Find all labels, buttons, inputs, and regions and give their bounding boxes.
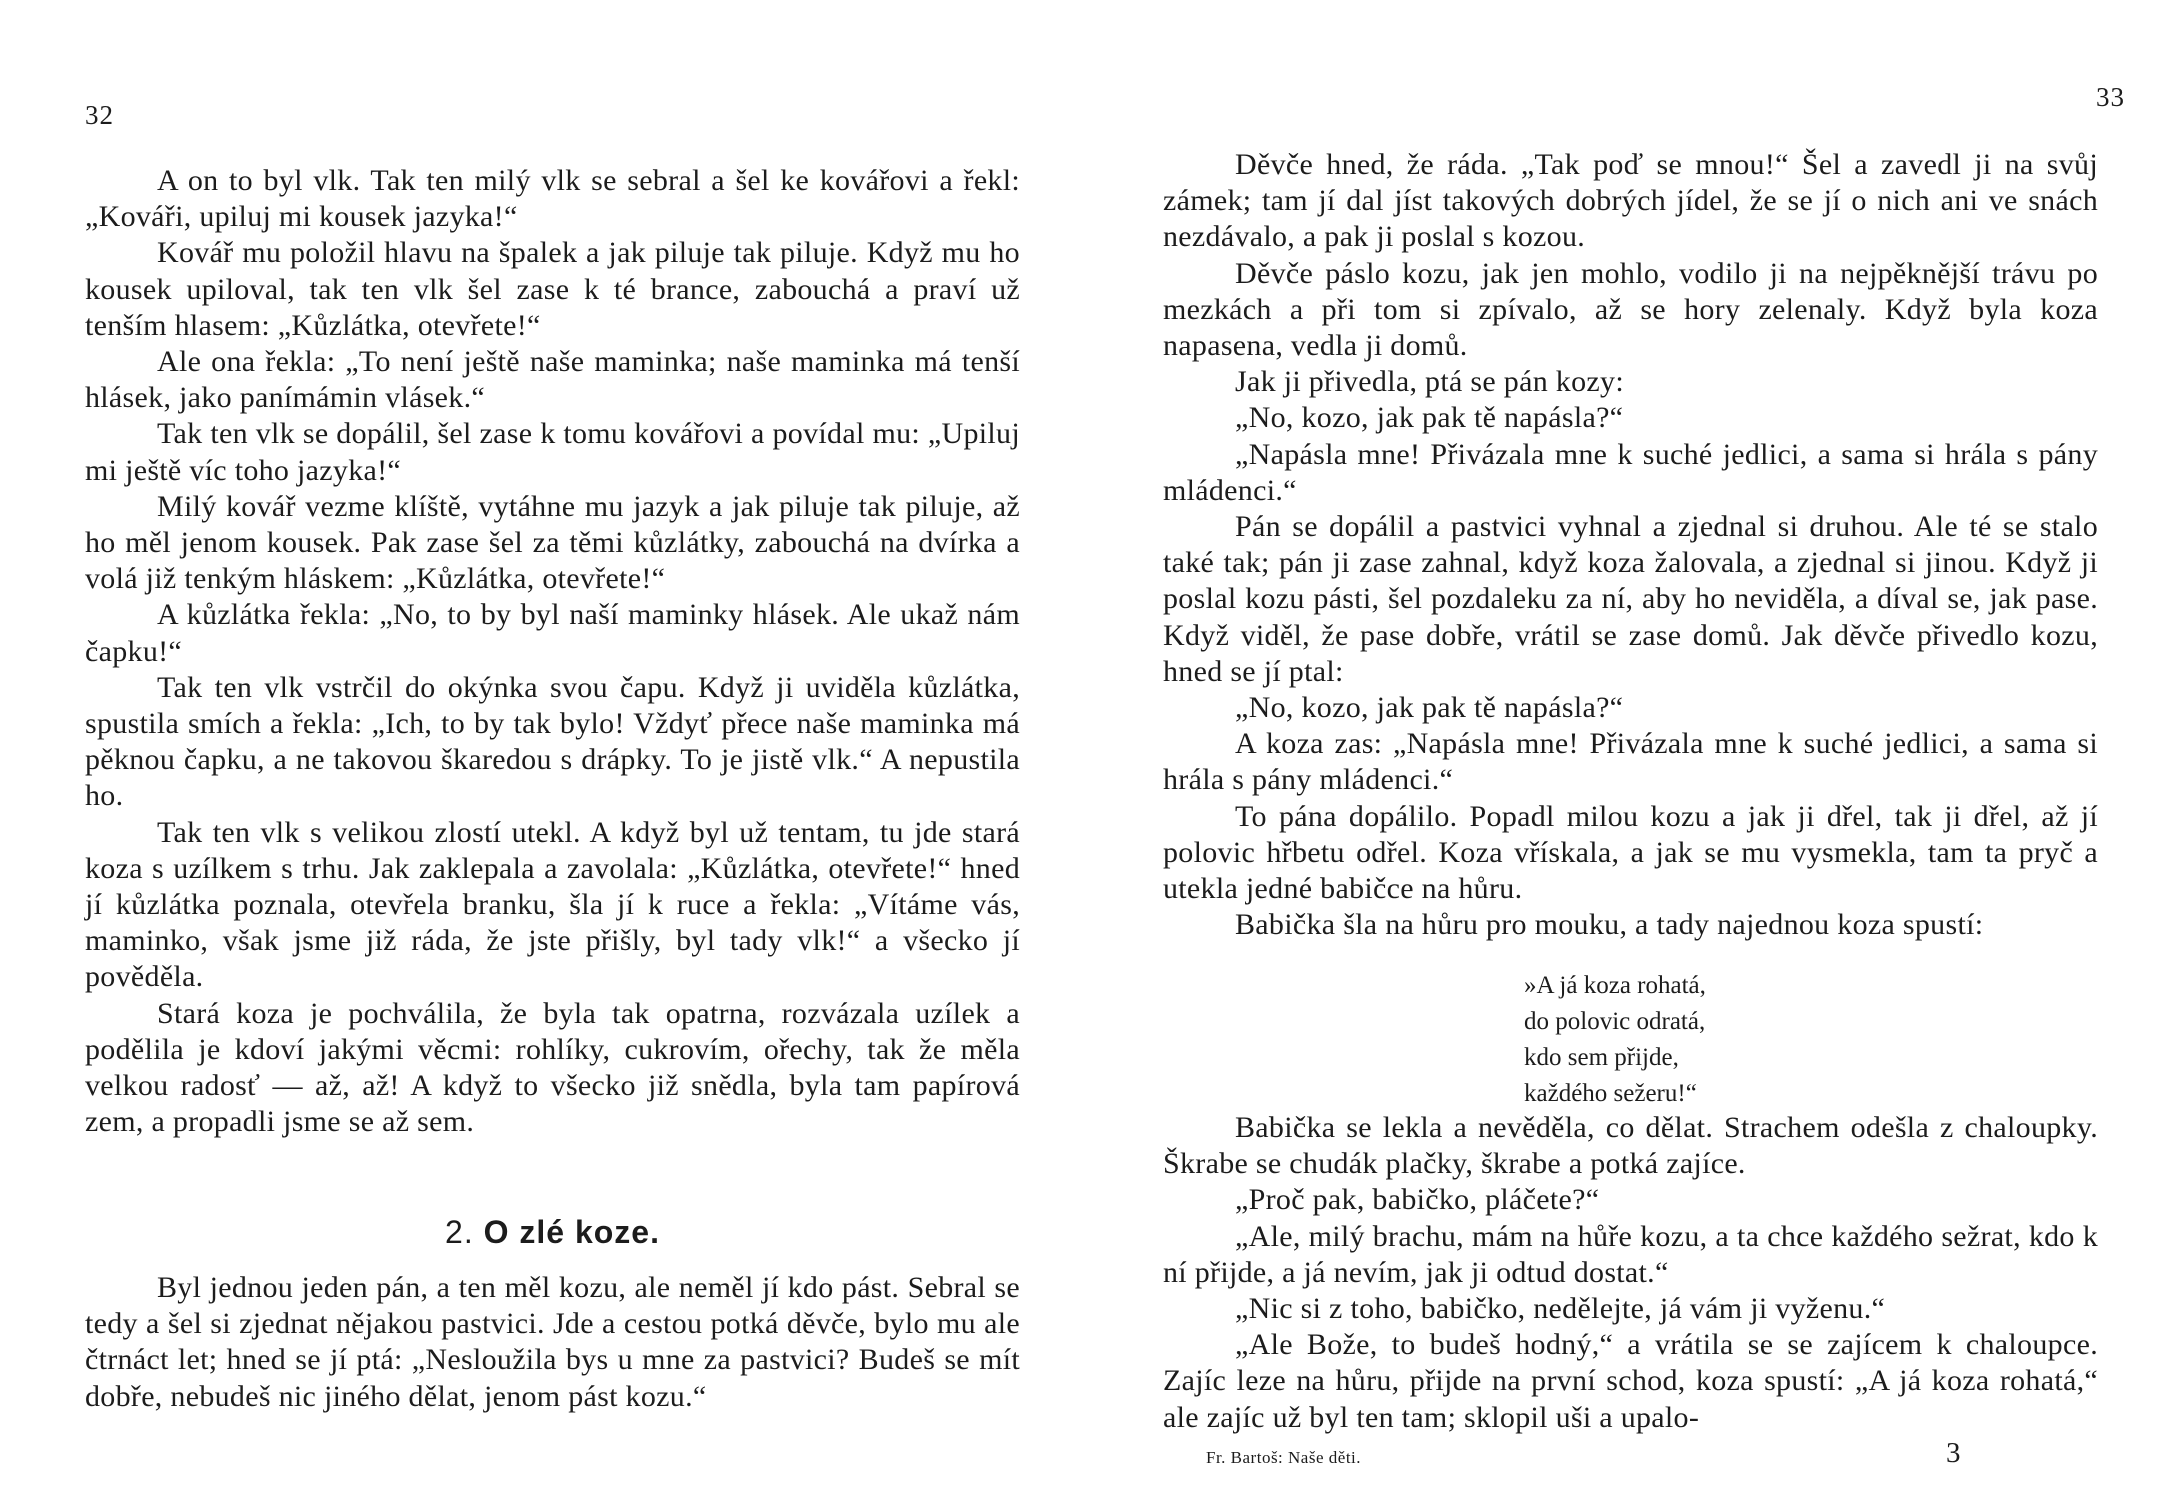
paragraph: A koza zas: „Napásla mne! Přivázala mne k suché jedlici, a sama si hrála s pány mládenci.“: [1163, 727, 2098, 797]
right-text-top: [1163, 147, 2098, 943]
verse-line: kdo sem přijde,: [1524, 1044, 1679, 1071]
paragraph: Děvče hned, že ráda. „Tak poď se mnou!“ Šel a zavedl ji na svůj zámek; tam jí dal jíst takových dobrých jídel, že se jí o nich ani ve snách nezdávalo, a pak ji poslal s kozou.: [1163, 148, 2098, 254]
chapter-heading: [85, 1214, 1020, 1251]
paragraph: „Ale Bože, to budeš hodný,“ a vrátila se se zajícem k chaloupce. Zajíc leze na hůru, přijde na první schod, koza spustí: „A já koza rohatá,“ ale zajíc už byl ten tam; sklopil uši a upalo-: [1163, 1328, 2098, 1434]
page-number-right: 33: [2096, 82, 2125, 112]
verse-line: do polovic odratá,: [1524, 1008, 1706, 1035]
paragraph: A on to byl vlk. Tak ten milý vlk se sebral a šel ke kovářovi a řekl: „Kováři, upiluj mi kousek jazyka!“: [85, 164, 1020, 234]
paragraph: Stará koza je pochválila, že byla tak opatrna, rozvázala uzílek a podělila je kdoví jakými věcmi: rohlíky, cukrovím, ořechy, tak že měla velkou radosť — až, až! A když to všecko již snědla, byla tam papírová zem, a propadli jsme se až sem.: [85, 996, 1020, 1139]
paragraph: „Ale, milý brachu, mám na hůře kozu, a ta chce každého sežrat, kdo k ní přijde, a já nevím, jak ji odtud dostat.“: [1163, 1219, 2098, 1289]
paragraph: Děvče páslo kozu, jak jen mohlo, vodilo ji na nejpěknější trávu po mezkách a při tom si zpívalo, až se hory zelenaly. Když byla koza napasena, vedla ji domů.: [1163, 256, 2098, 363]
paragraph: Byl jednou jeden pán, a ten měl kozu, ale neměl jí kdo pást. Sebral se tedy a šel si zjednat nějakou pastvici. Jde a cestou potká děvče, bylo mu ale čtrnáct let; hned se jí ptá: „Nesloužila bys u mne za pastvici? Budeš se mít dobře, nebudeš nic jiného dělat, jenom pást kozu.“: [85, 1271, 1020, 1413]
paragraph: Jak ji přivedla, ptá se pán kozy:: [1235, 365, 1624, 399]
paragraph: Tak ten vlk s velikou zlostí utekl. A když byl už tentam, tu jde stará koza s uzílkem s trhu. Jak zaklepala a zavolala: „Kůzlátka, otevřete!“ hned jí kůzlátka poznala, otevřela branku, šla jí k ruce a řekla: „Vítáme vás, maminko, však jsme již ráda, že jste přišly, byl tady vlk!“ a všecko jí pověděla.: [85, 815, 1020, 994]
paragraph: „No, kozo, jak pak tě napásla?“: [1235, 691, 1624, 725]
paragraph: Ale ona řekla: „To není ještě naše maminka; naše maminka má tenší hlásek, jako panímámin vlásek.“: [85, 345, 1020, 415]
paragraph: „Napásla mne! Přivázala mne k suché jedlici, a sama si hrála s pány mládenci.“: [1163, 437, 2098, 507]
paragraph: Milý kovář vezme klíště, vytáhne mu jazyk a jak piluje tak piluje, až ho měl jenom kousek. Pak zase šel za těmi kůzlátky, zabouchá na dvírka a volá již tenkým hláskem: „Kůzlátka, otevřete!“: [85, 489, 1020, 596]
paragraph: Tak ten vlk vstrčil do okýnka svou čapu. Když ji uviděla kůzlátka, spustila smích a řekla: „Ich, to by tak bylo! Vždyť přece naše maminka má pěknou čapku, a ne takovou škaredou s drápky. To je jistě vlk.“ A nepustila ho.: [85, 670, 1020, 813]
paragraph: Pán se dopálil a pastvici vyhnal a zjednal si druhou. Ale té se stalo také tak; pán ji zase zahnal, když koza žalovala, a zjednal si jinou. Když ji poslal kozu pásti, šel pozdaleku za ní, aby ho neviděla, a díval se, jak pase. Když viděl, že pase dobře, vrátil se zase domů. Jak děvče přivedlo kozu, hned se jí ptal:: [1163, 510, 2098, 688]
left-text-bottom: [85, 1270, 1020, 1415]
left-text-top: [85, 163, 1020, 1140]
paragraph: Kovář mu položil hlavu na špalek a jak piluje tak piluje. Když mu ho kousek upiloval, tak ten vlk šel zase k té brance, zabouchá a praví už tenším hlasem: „Kůzlátka, otevřete!“: [85, 236, 1020, 342]
goat-verse: [1524, 968, 1706, 1112]
chapter-number: 2.: [445, 1214, 474, 1250]
page-number-left: 32: [85, 100, 114, 130]
chapter-title: O zlé koze.: [483, 1214, 660, 1250]
paragraph: „Proč pak, babičko, pláčete?“: [1235, 1183, 1600, 1217]
paragraph: Babička šla na hůru pro mouku, a tady najednou koza spustí:: [1235, 908, 1984, 942]
verse-line: »A já koza rohatá,: [1524, 972, 1706, 999]
paragraph: To pána dopálilo. Popadl milou kozu a jak ji dřel, tak ji dřel, až jí polovic hřbetu odřel. Koza vřískala, a jak se mu vysmekla, tam ta pryč a utekla jedné babičce na hůru.: [1163, 799, 2098, 906]
right-page: [1081, 0, 2162, 1500]
paragraph: Babička se lekla a nevěděla, co dělat. Strachem odešla z chaloupky. Škrabe se chudák plačky, škrabe a potká zajíce.: [1163, 1111, 2098, 1181]
paragraph: Tak ten vlk se dopálil, šel zase k tomu kovářovi a povídal mu: „Upiluj mi ještě víc toho jazyka!“: [85, 417, 1020, 487]
footer-signature-line: Fr. Bartoš: Naše děti.: [1206, 1448, 1362, 1467]
verse-line: každého sežeru!“: [1524, 1080, 1697, 1107]
paragraph: A kůzlátka řekla: „No, to by byl naší maminky hlásek. Ale ukaž nám čapku!“: [85, 598, 1020, 668]
sheet-signature-mark: 3: [1946, 1437, 1961, 1469]
right-text-bottom: [1163, 1110, 2098, 1436]
paragraph: „Nic si z toho, babičko, nedělejte, já vám ji vyženu.“: [1235, 1292, 1886, 1326]
paragraph: „No, kozo, jak pak tě napásla?“: [1235, 401, 1624, 435]
